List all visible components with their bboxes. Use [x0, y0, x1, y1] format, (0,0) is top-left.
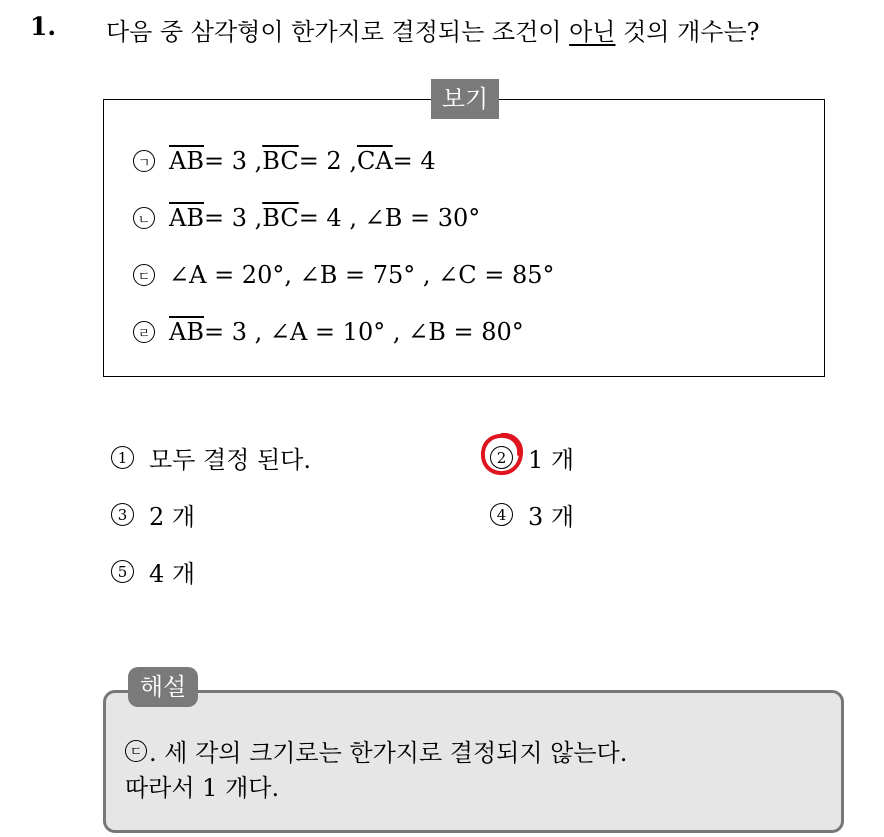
choice-3[interactable] — [111, 497, 195, 532]
question-text-underlined: 아닌 — [569, 18, 616, 46]
segment-bc: $\overline{BC}$ — [262, 204, 299, 232]
condition-digeut — [133, 261, 555, 289]
condition-marker-digeut: ㄷ — [133, 264, 155, 286]
choice-number: 4 — [490, 503, 513, 526]
condition-text: = 3 , — [203, 204, 263, 232]
choice-4[interactable] — [490, 497, 574, 532]
choice-5[interactable] — [111, 554, 195, 589]
segment-ca: $\overline{CA}$ — [356, 147, 393, 175]
explanation-marker: ㄷ — [125, 740, 147, 762]
segment-bc: $\overline{BC}$ — [262, 147, 299, 175]
explanation-line-1 — [125, 733, 627, 768]
condition-text: = 4 — [392, 147, 436, 175]
choice-1[interactable] — [111, 440, 311, 475]
choice-number: 2 — [490, 446, 513, 469]
choice-number: 5 — [111, 560, 134, 583]
answer-mark-circle — [478, 430, 526, 478]
condition-marker-rieul: ㄹ — [133, 321, 155, 343]
segment-ab: $\overline{AB}$ — [169, 204, 204, 232]
choice-number: 1 — [111, 446, 134, 469]
condition-marker-giyeok: ㄱ — [133, 150, 155, 172]
condition-text: = 2 , — [298, 147, 357, 175]
condition-rieul — [133, 318, 524, 346]
condition-text: = 3 , — [203, 147, 263, 175]
choice-text: 모두 결정 된다. — [149, 446, 311, 474]
choice-text: 3 개 — [528, 503, 575, 531]
explanation-line-2: 따라서 1 개다. — [125, 774, 280, 802]
condition-giyeok — [133, 147, 436, 175]
choice-text: 2 개 — [149, 503, 196, 531]
condition-text: = 4 , ∠B = 30° — [298, 204, 481, 232]
segment-ab: $\overline{AB}$ — [169, 318, 204, 346]
explanation-text-1: . 세 각의 크기로는 한가지로 결정되지 않는다. — [149, 739, 628, 767]
question-text-end: 것의 개수는? — [615, 18, 760, 46]
choice-number: 3 — [111, 503, 134, 526]
segment-ab: $\overline{AB}$ — [169, 147, 204, 175]
explanation-label: 해설 — [128, 667, 198, 707]
condition-text: ∠A = 20°, ∠B = 75° , ∠C = 85° — [169, 261, 555, 289]
bogi-label: 보기 — [431, 79, 499, 119]
choice-text: 1 개 — [528, 446, 575, 474]
condition-marker-nieun: ㄴ — [133, 207, 155, 229]
condition-text: = 3 , ∠A = 10° , ∠B = 80° — [203, 318, 524, 346]
question-text — [106, 12, 760, 47]
question-number: 1. — [30, 12, 57, 41]
question-text-start: 다음 중 삼각형이 한가지로 결정되는 조건이 — [106, 18, 570, 46]
choice-text: 4 개 — [149, 560, 196, 588]
condition-nieun — [133, 204, 480, 232]
